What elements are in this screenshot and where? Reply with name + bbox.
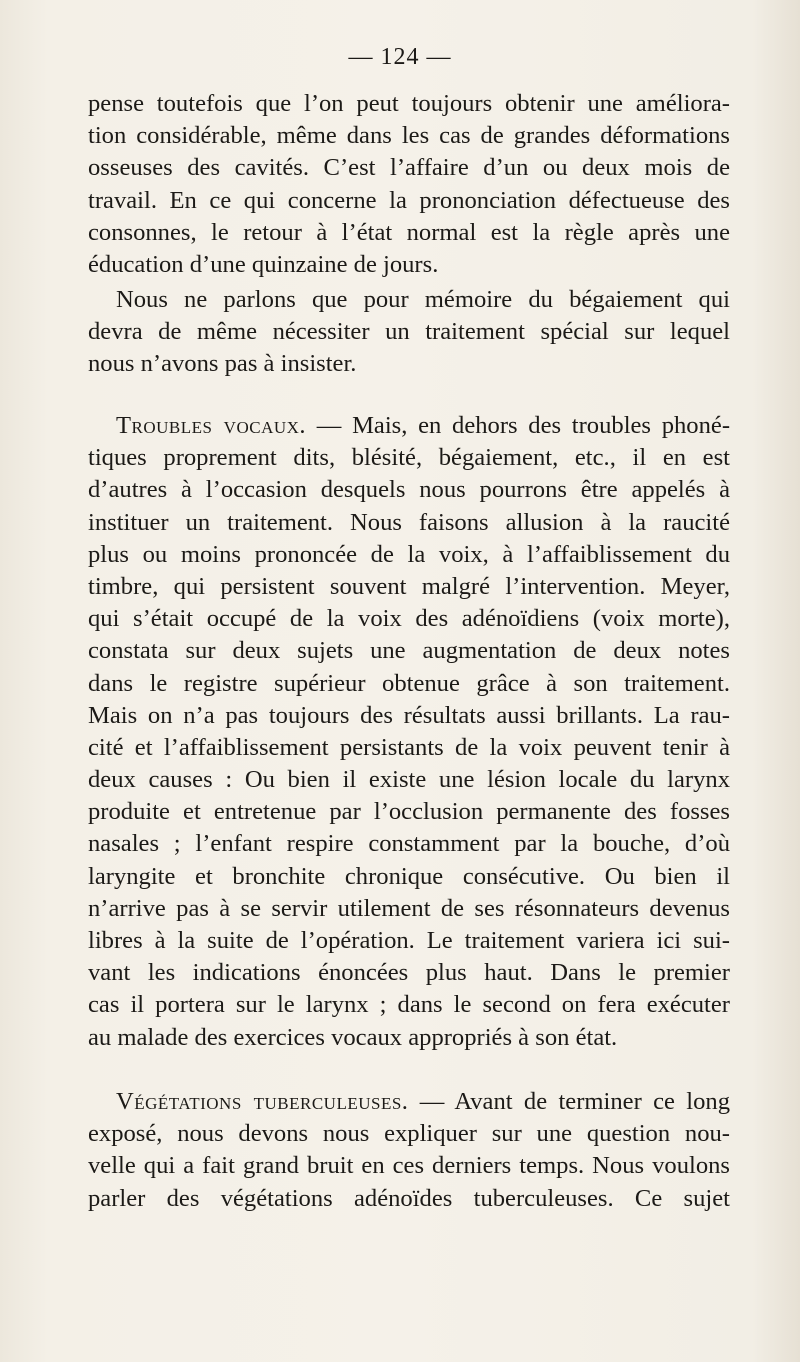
paragraph-2 — [88, 284, 730, 381]
text-line: qui s’était occupé de la voix des adénoïdiens (voix morte), — [88, 605, 730, 633]
text-line: cas il portera sur le larynx ; dans le second on fera exécuter — [88, 991, 730, 1019]
text-line: d’autres à l’occasion desquels nous pourrons être appelés à — [88, 476, 730, 504]
text-line: nous n’avons pas à insister. — [88, 350, 357, 378]
section-first-line — [88, 410, 730, 442]
text-line: timbre, qui persistent souvent malgré l’intervention. Meyer, — [88, 572, 730, 600]
section-heading: Végétations tuberculeuses. — [116, 1088, 409, 1115]
text-line: tion considérable, même dans les cas de grandes déformations — [88, 122, 730, 150]
text-line: Mais on n’a pas toujours des résultats aussi brillants. La rau- — [88, 701, 730, 729]
text-line: au malade des exercices vocaux appropriés à son état. — [88, 1023, 618, 1051]
text-line: nasales ; l’enfant respire constamment par la bouche, d’où — [88, 830, 730, 858]
text-line: Nous ne parlons que pour mémoire du bégaiement qui — [116, 286, 730, 313]
section-first-line — [88, 1086, 730, 1118]
text-line: n’arrive pas à se servir utilement de ses résonnateurs devenus — [88, 894, 730, 922]
paragraph-1 — [88, 88, 730, 281]
page-number: — 124 — — [348, 44, 452, 70]
section-troubles-vocaux — [88, 410, 730, 1054]
text-line: produite et entretenue par l’occlusion permanente des fosses — [88, 798, 730, 826]
text-line: parler des végétations adénoïdes tuberculeuses. Ce sujet — [88, 1184, 730, 1212]
text-line: instituer un traitement. Nous faisons allusion à la raucité — [88, 508, 730, 536]
text-line: cité et l’affaiblissement persistants de la voix peuvent tenir à — [88, 733, 730, 761]
text-line: plus ou moins prononcée de la voix, à l’affaiblissement du — [88, 540, 730, 568]
section-first-line-text: — Mais, en dehors des troubles phoné- — [306, 412, 731, 439]
text-line: deux causes : Ou bien il existe une lésion locale du larynx — [88, 766, 730, 794]
text-line: tiques proprement dits, blésité, bégaiement, etc., il en est — [88, 444, 730, 472]
text-line: devra de même nécessiter un traitement spécial sur lequel — [88, 318, 730, 346]
text-line: vant les indications énoncées plus haut. Dans le premier — [88, 959, 730, 987]
text-line: pense toutefois que l’on peut toujours obtenir une améliora- — [88, 90, 730, 117]
text-line: constata sur deux sujets une augmentation de deux notes — [88, 637, 730, 665]
section-first-line-text: — Avant de terminer ce long — [408, 1088, 730, 1115]
text-line: consonnes, le retour à l’état normal est la règle après une — [88, 218, 730, 246]
text-line: velle qui a fait grand bruit en ces derniers temps. Nous voulons — [88, 1152, 730, 1180]
text-line: dans le registre supérieur obtenue grâce à son traitement. — [88, 669, 730, 697]
text-line: exposé, nous devons nous expliquer sur une question nou- — [88, 1120, 730, 1148]
text-line: laryngite et bronchite chronique consécutive. Ou bien il — [88, 862, 730, 890]
text-line: travail. En ce qui concerne la prononciation défectueuse des — [88, 186, 730, 214]
section-vegetations-tuberculeuses — [88, 1086, 730, 1215]
text-line: éducation d’une quinzaine de jours. — [88, 250, 439, 278]
section-heading: Troubles vocaux. — [116, 412, 307, 439]
text-line: osseuses des cavités. C’est l’affaire d’un ou deux mois de — [88, 154, 730, 182]
text-line: libres à la suite de l’opération. Le traitement variera ici sui- — [88, 927, 730, 954]
